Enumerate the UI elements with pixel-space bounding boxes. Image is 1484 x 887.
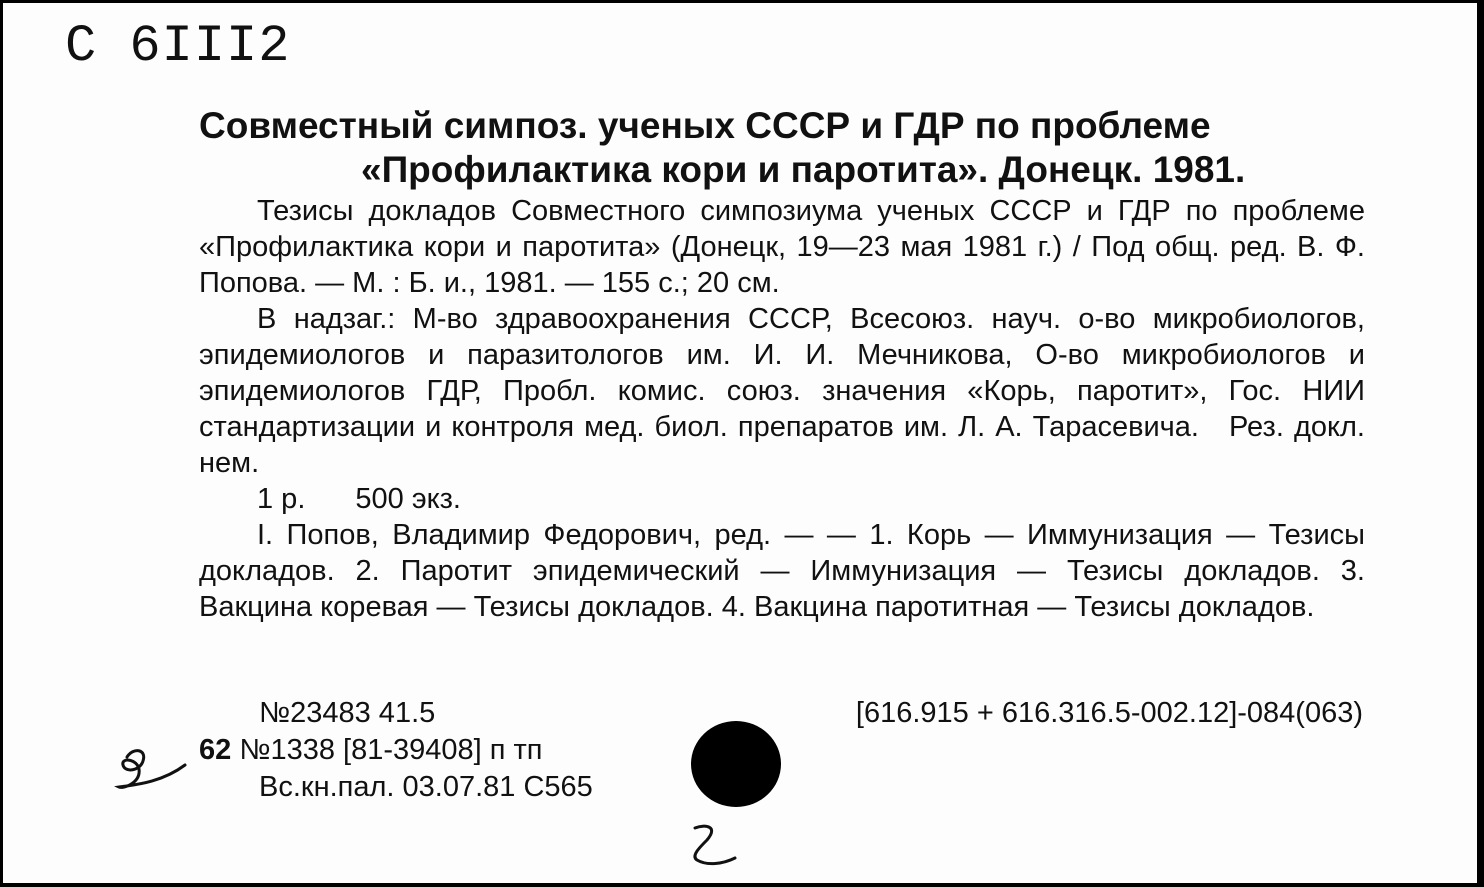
- price: 1 р.: [257, 483, 306, 515]
- catalog-card: [3, 3, 1477, 883]
- udc-code: [616.915 + 616.316.5-002.12]-084(063): [855, 697, 1363, 729]
- price-line: [199, 481, 1365, 517]
- code: п тп: [489, 734, 543, 766]
- chamber-stamp: Вс.кн.пал. 03.07.81 С565: [259, 771, 593, 803]
- card-body: [199, 193, 1365, 625]
- title-line-2: «Профилактика кори и паротита». Донецк. 1981.: [361, 149, 1246, 190]
- card-number: 62: [199, 734, 232, 766]
- card-footer: [199, 695, 1365, 806]
- record-number: №23483 41.5: [259, 697, 436, 729]
- description-paragraph: Тезисы докладов Совместного симпозиума ученых СССР и ГДР по проблеме «Профилактика кори и паротита» (Донецк, 19—23 мая 1981 г.) / Под общ. ред. В. Ф. Попова. — М. : Б. и., 1981. — 155 с.; 20 см.: [199, 195, 1365, 299]
- tracings-paragraph: I. Попов, Владимир Федорович, ред. — — 1. Корь — Иммунизация — Тезисы докладов. 2. Паротит эпидемический — Иммунизация — Тезисы докладов. 3. Вакцина коревая — Тезисы докладов. 4. Вакцина паротитная — Тезисы докладов.: [199, 519, 1365, 623]
- handwritten-mark-bottom: [683, 818, 743, 876]
- notes-tail: Рез. докл. нем.: [199, 411, 1365, 479]
- title-line-1: Совместный симпоз. ученых СССР и ГДР по проблеме: [199, 105, 1211, 146]
- punch-hole: [691, 721, 781, 807]
- card-title: [199, 104, 1363, 192]
- notes-text: В надзаг.: М-во здравоохранения СССР, Всесоюз. науч. о-во микробиологов, эпидемиологов и паразитологов им. И. И. Мечникова, О-во микробиологов и эпидемиологов ГДР, Пробл. комис. союз. значения «Корь, паротит», Гос. НИИ стандартизации и контроля мед. биол. препаратов им. Л. А. Тарасевича.: [199, 303, 1365, 443]
- copies: 500 экз.: [355, 483, 461, 515]
- call-number: С 6III2: [65, 17, 291, 76]
- handwritten-mark-left: [113, 743, 193, 803]
- notes-paragraph: [199, 301, 1365, 481]
- order-number: №1338 [81-39408]: [239, 734, 482, 766]
